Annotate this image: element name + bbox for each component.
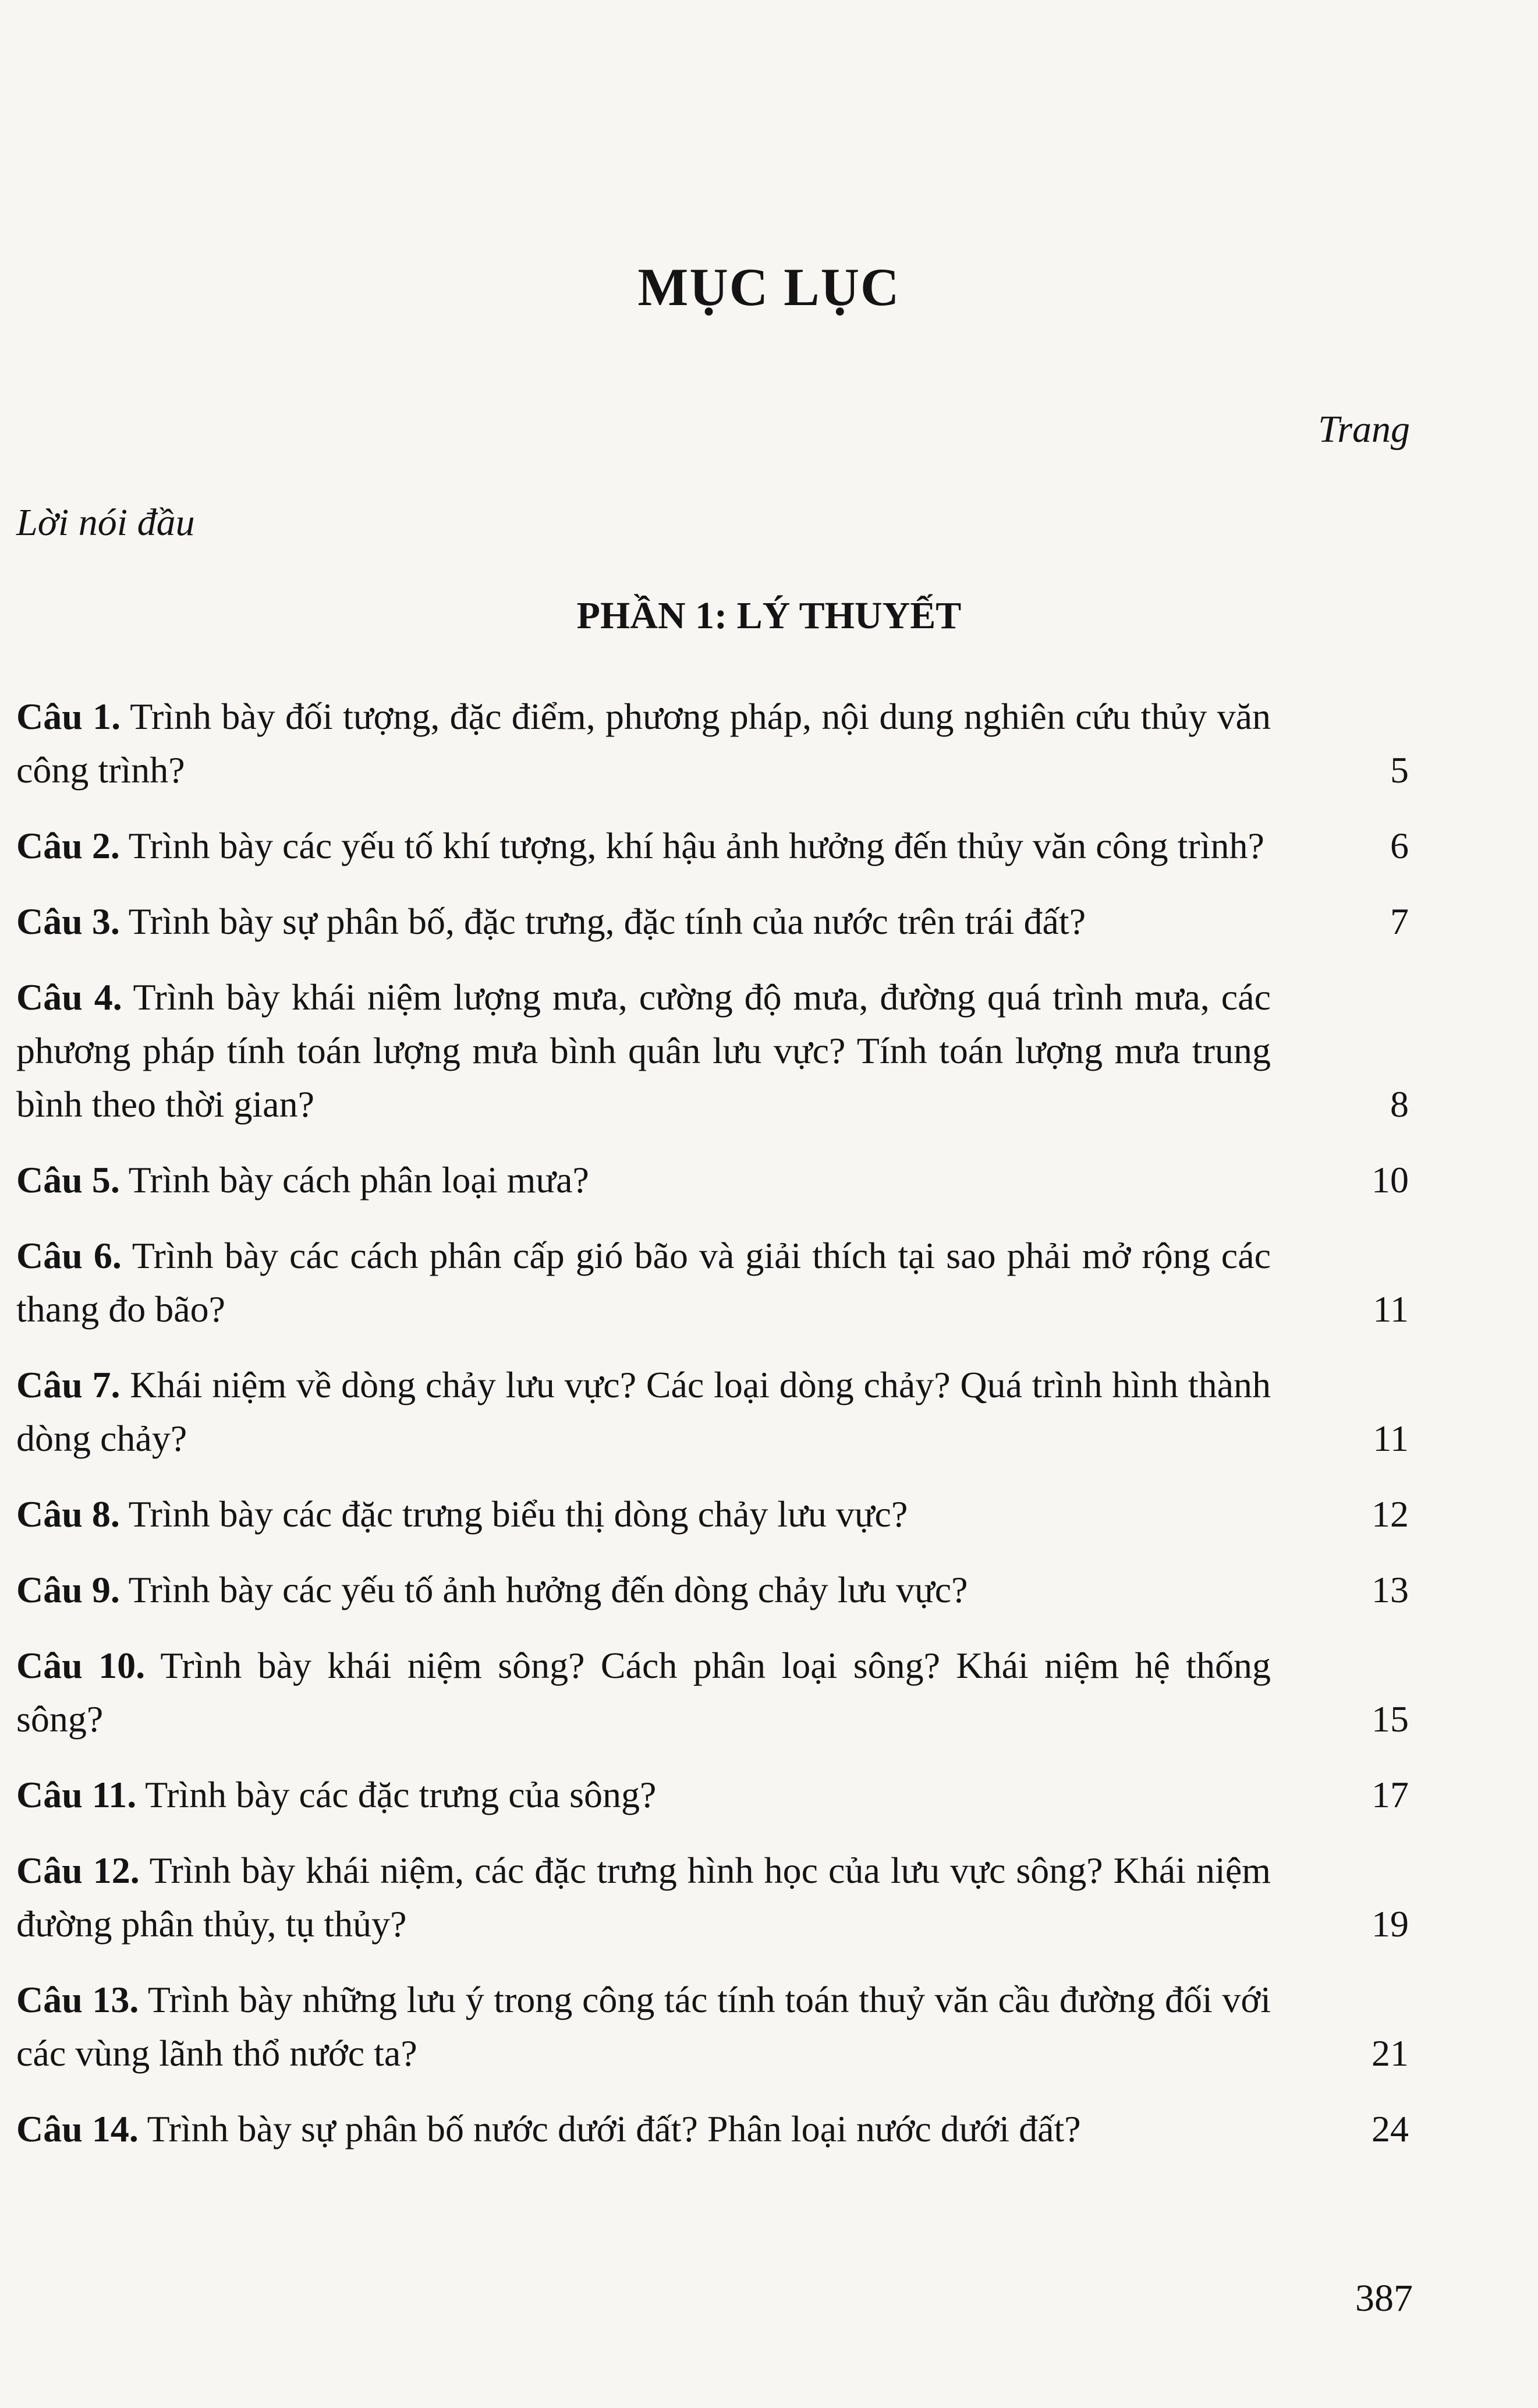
question-number: Câu 9. xyxy=(16,1569,120,1610)
toc-entry xyxy=(16,819,1409,873)
toc-entry xyxy=(16,1768,1409,1822)
question-title: Trình bày những lưu ý trong công tác tính toán thuỷ văn cầu đường đối với các vùng lãnh thổ nước ta? xyxy=(16,1979,1271,2074)
toc-entry-page: 7 xyxy=(1390,901,1409,942)
toc-entry-text xyxy=(16,1358,1271,1465)
toc-entry xyxy=(16,1973,1409,2080)
toc-list xyxy=(16,690,1409,2178)
question-number: Câu 5. xyxy=(16,1159,120,1201)
question-title: Trình bày sự phân bố nước dưới đất? Phân loại nước dưới đất? xyxy=(147,2108,1081,2150)
question-title: Trình bày các cách phân cấp gió bão và giải thích tại sao phải mở rộng các thang đo bão? xyxy=(16,1235,1271,1330)
toc-entry-text xyxy=(16,690,1271,797)
toc-entry-text xyxy=(16,819,1271,873)
question-number: Câu 4. xyxy=(16,976,122,1018)
question-number: Câu 3. xyxy=(16,901,120,942)
question-number: Câu 8. xyxy=(16,1493,120,1535)
toc-entry-text xyxy=(16,2102,1271,2156)
page-number: 387 xyxy=(1355,2277,1413,2320)
toc-entry xyxy=(16,2102,1409,2156)
toc-entry-text xyxy=(16,1563,1271,1617)
question-number: Câu 10. xyxy=(16,1645,146,1686)
question-title: Khái niệm về dòng chảy lưu vực? Các loại dòng chảy? Quá trình hình thành dòng chảy? xyxy=(16,1364,1271,1459)
question-number: Câu 13. xyxy=(16,1979,139,2020)
question-title: Trình bày các yếu tố khí tượng, khí hậu ảnh hưởng đến thủy văn công trình? xyxy=(128,825,1264,866)
toc-entry-text xyxy=(16,1844,1271,1951)
toc-entry-page: 24 xyxy=(1372,2108,1409,2150)
question-number: Câu 11. xyxy=(16,1774,137,1815)
toc-entry-page: 21 xyxy=(1372,2032,1409,2074)
toc-entry-text xyxy=(16,1768,1271,1822)
question-title: Trình bày các yếu tố ảnh hưởng đến dòng chảy lưu vực? xyxy=(128,1569,968,1610)
question-title: Trình bày khái niệm lượng mưa, cường độ mưa, đường quá trình mưa, các phương pháp tính toán lượng mưa bình quân lưu vực? Tính toán lượng mưa trung bình theo thời gian? xyxy=(16,976,1271,1125)
section-heading: PHẦN 1: LÝ THUYẾT xyxy=(576,594,962,637)
toc-entry-page: 19 xyxy=(1372,1903,1409,1945)
toc-entry-page: 11 xyxy=(1373,1418,1409,1459)
question-title: Trình bày các đặc trưng biểu thị dòng chảy lưu vực? xyxy=(128,1493,908,1535)
toc-entry xyxy=(16,1563,1409,1617)
toc-entry-page: 11 xyxy=(1373,1288,1409,1330)
toc-entry xyxy=(16,1844,1409,1951)
question-title: Trình bày các đặc trưng của sông? xyxy=(145,1774,657,1815)
toc-entry xyxy=(16,1153,1409,1207)
question-number: Câu 6. xyxy=(16,1235,122,1276)
page-column-label: Trang xyxy=(1318,408,1410,451)
toc-entry-text xyxy=(16,1229,1271,1336)
toc-entry-text xyxy=(16,895,1271,948)
toc-entry xyxy=(16,1358,1409,1465)
question-number: Câu 12. xyxy=(16,1850,140,1891)
question-title: Trình bày khái niệm, các đặc trưng hình học của lưu vực sông? Khái niệm đường phân thủy, tụ thủy? xyxy=(16,1850,1271,1945)
toc-entry-page: 5 xyxy=(1390,749,1409,791)
question-number: Câu 2. xyxy=(16,825,120,866)
question-number: Câu 1. xyxy=(16,696,121,737)
toc-entry xyxy=(16,971,1409,1131)
toc-entry-text xyxy=(16,1488,1271,1541)
toc-entry xyxy=(16,1229,1409,1336)
toc-entry-page: 10 xyxy=(1372,1159,1409,1201)
toc-entry xyxy=(16,895,1409,948)
toc-entry-page: 8 xyxy=(1390,1083,1409,1125)
toc-entry-page: 12 xyxy=(1372,1493,1409,1535)
toc-entry-text xyxy=(16,1973,1271,2080)
toc-entry-text xyxy=(16,971,1271,1131)
question-number: Câu 7. xyxy=(16,1364,121,1405)
toc-entry-page: 17 xyxy=(1372,1774,1409,1815)
question-title: Trình bày sự phân bố, đặc trưng, đặc tính của nước trên trái đất? xyxy=(128,901,1086,942)
question-title: Trình bày khái niệm sông? Cách phân loại sông? Khái niệm hệ thống sông? xyxy=(16,1645,1271,1740)
preface-entry: Lời nói đầu xyxy=(16,501,195,544)
question-title: Trình bày đối tượng, đặc điểm, phương pháp, nội dung nghiên cứu thủy văn công trình? xyxy=(16,696,1271,791)
question-number: Câu 14. xyxy=(16,2108,139,2150)
toc-entry-page: 6 xyxy=(1390,825,1409,866)
toc-entry-text xyxy=(16,1639,1271,1746)
toc-entry xyxy=(16,1639,1409,1746)
question-title: Trình bày cách phân loại mưa? xyxy=(128,1159,589,1201)
toc-entry xyxy=(16,1488,1409,1541)
toc-entry-page: 13 xyxy=(1372,1569,1409,1610)
page-title: MỤC LỤC xyxy=(637,257,901,317)
toc-entry-text xyxy=(16,1153,1271,1207)
toc-entry xyxy=(16,690,1409,797)
toc-entry-page: 15 xyxy=(1372,1698,1409,1740)
